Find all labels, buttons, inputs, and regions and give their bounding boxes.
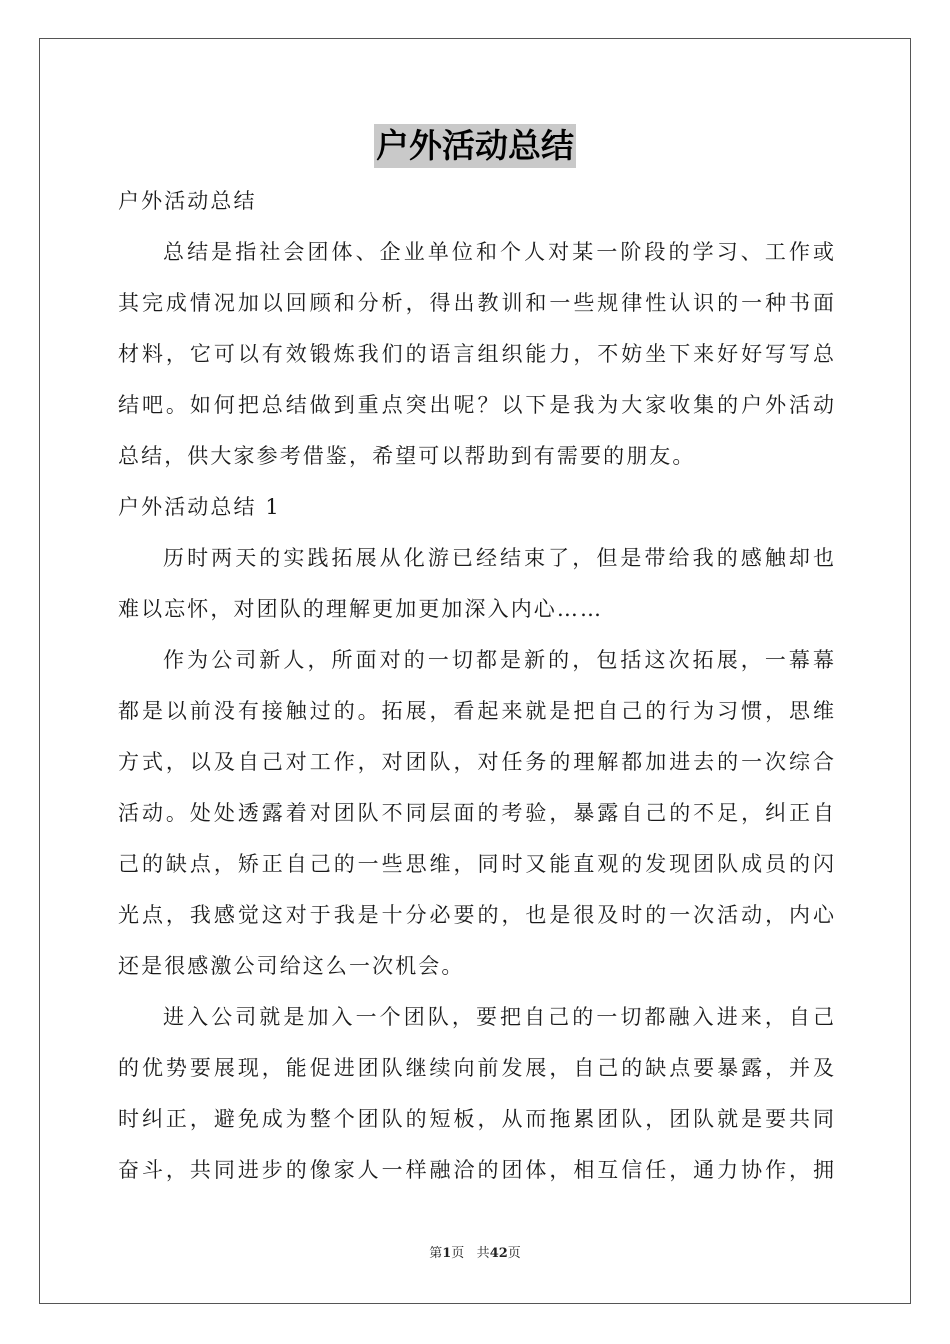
text-line: 难以忘怀，对团队的理解更加更加深入内心……	[118, 597, 604, 621]
title-container	[0, 124, 950, 168]
text-line: 作为公司新人，所面对的一切都是新的，包括这次拓展，一幕幕	[163, 648, 834, 672]
document-body	[118, 176, 834, 1196]
text-line: 还是很感激公司给这么一次机会。	[118, 954, 465, 978]
text-line: 户外活动总结 1	[118, 495, 281, 519]
text-line: 时纠正，避免成为整个团队的短板，从而拖累团队，团队就是要共同	[118, 1107, 834, 1131]
page-footer	[0, 1244, 950, 1264]
text-line: 进入公司就是加入一个团队，要把自己的一切都融入进来，自己	[163, 1005, 834, 1029]
text-line: 活动。处处透露着对团队不同层面的考验，暴露自己的不足，纠正自	[118, 801, 834, 825]
page-prefix: 第	[429, 1246, 443, 1261]
text-line: 方式，以及自己对工作，对团队，对任务的理解都加进去的一次综合	[118, 750, 834, 774]
text-line: 结吧。如何把总结做到重点突出呢？以下是我为大家收集的户外活动	[118, 393, 834, 417]
text-line: 历时两天的实践拓展从化游已经结束了，但是带给我的感触却也	[163, 546, 834, 570]
total-suffix: 页	[507, 1246, 521, 1261]
text-line: 总结，供大家参考借鉴，希望可以帮助到有需要的朋友。	[118, 444, 696, 468]
text-line: 其完成情况加以回顾和分析，得出教训和一些规律性认识的一种书面	[118, 291, 834, 315]
text-line: 户外活动总结	[118, 189, 257, 213]
text-line: 材料，它可以有效锻炼我们的语言组织能力，不妨坐下来好好写写总	[118, 342, 834, 366]
text-line: 光点，我感觉这对于我是十分必要的，也是很及时的一次活动，内心	[118, 903, 834, 927]
page-suffix: 页	[451, 1246, 465, 1261]
total-prefix: 共	[476, 1246, 490, 1261]
page-number: 1	[442, 1246, 452, 1261]
total-pages: 42	[489, 1246, 508, 1261]
text-line: 的优势要展现，能促进团队继续向前发展，自己的缺点要暴露，并及	[118, 1056, 834, 1080]
document-title: 户外活动总结	[374, 124, 576, 168]
text-line: 总结是指社会团体、企业单位和个人对某一阶段的学习、工作或	[163, 240, 834, 264]
text-line: 己的缺点，矫正自己的一些思维，同时又能直观的发现团队成员的闪	[118, 852, 834, 876]
text-line: 奋斗，共同进步的像家人一样融洽的团体，相互信任，通力协作，拥	[118, 1158, 834, 1182]
text-line: 都是以前没有接触过的。拓展，看起来就是把自己的行为习惯，思维	[118, 699, 834, 723]
